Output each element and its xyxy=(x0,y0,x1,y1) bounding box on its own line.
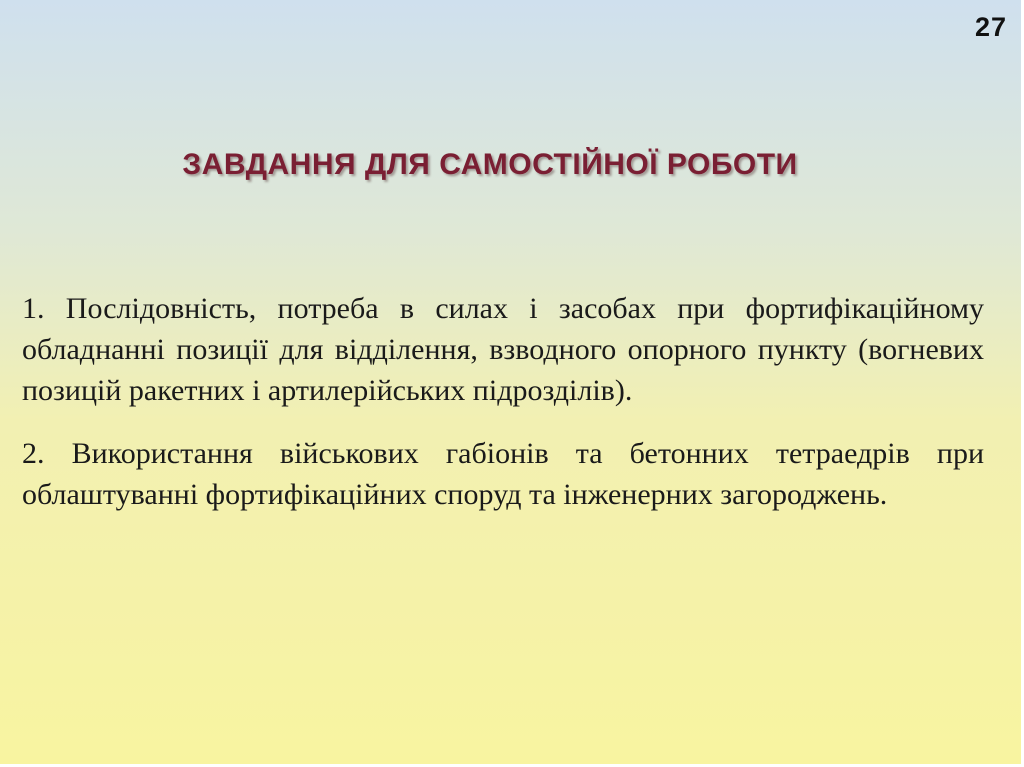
page-number: 27 xyxy=(974,12,1007,42)
task-item-1: 1. Послідовність, потреба в силах і засобах при фортифікаційному обладнанні позиції для відділення, взводного опорного пункту (вогневих позицій ракетних і артилерійських підрозділів). xyxy=(22,292,984,407)
slide-title: ЗАВДАННЯ ДЛЯ САМОСТІЙНОЇ РОБОТИ xyxy=(182,148,798,181)
task-item-2: 2. Використання військових габіонів та бетонних тетраедрів при облаштуванні фортифікаційних споруд та інженерних загороджень. xyxy=(22,437,984,511)
task-list xyxy=(22,288,984,537)
